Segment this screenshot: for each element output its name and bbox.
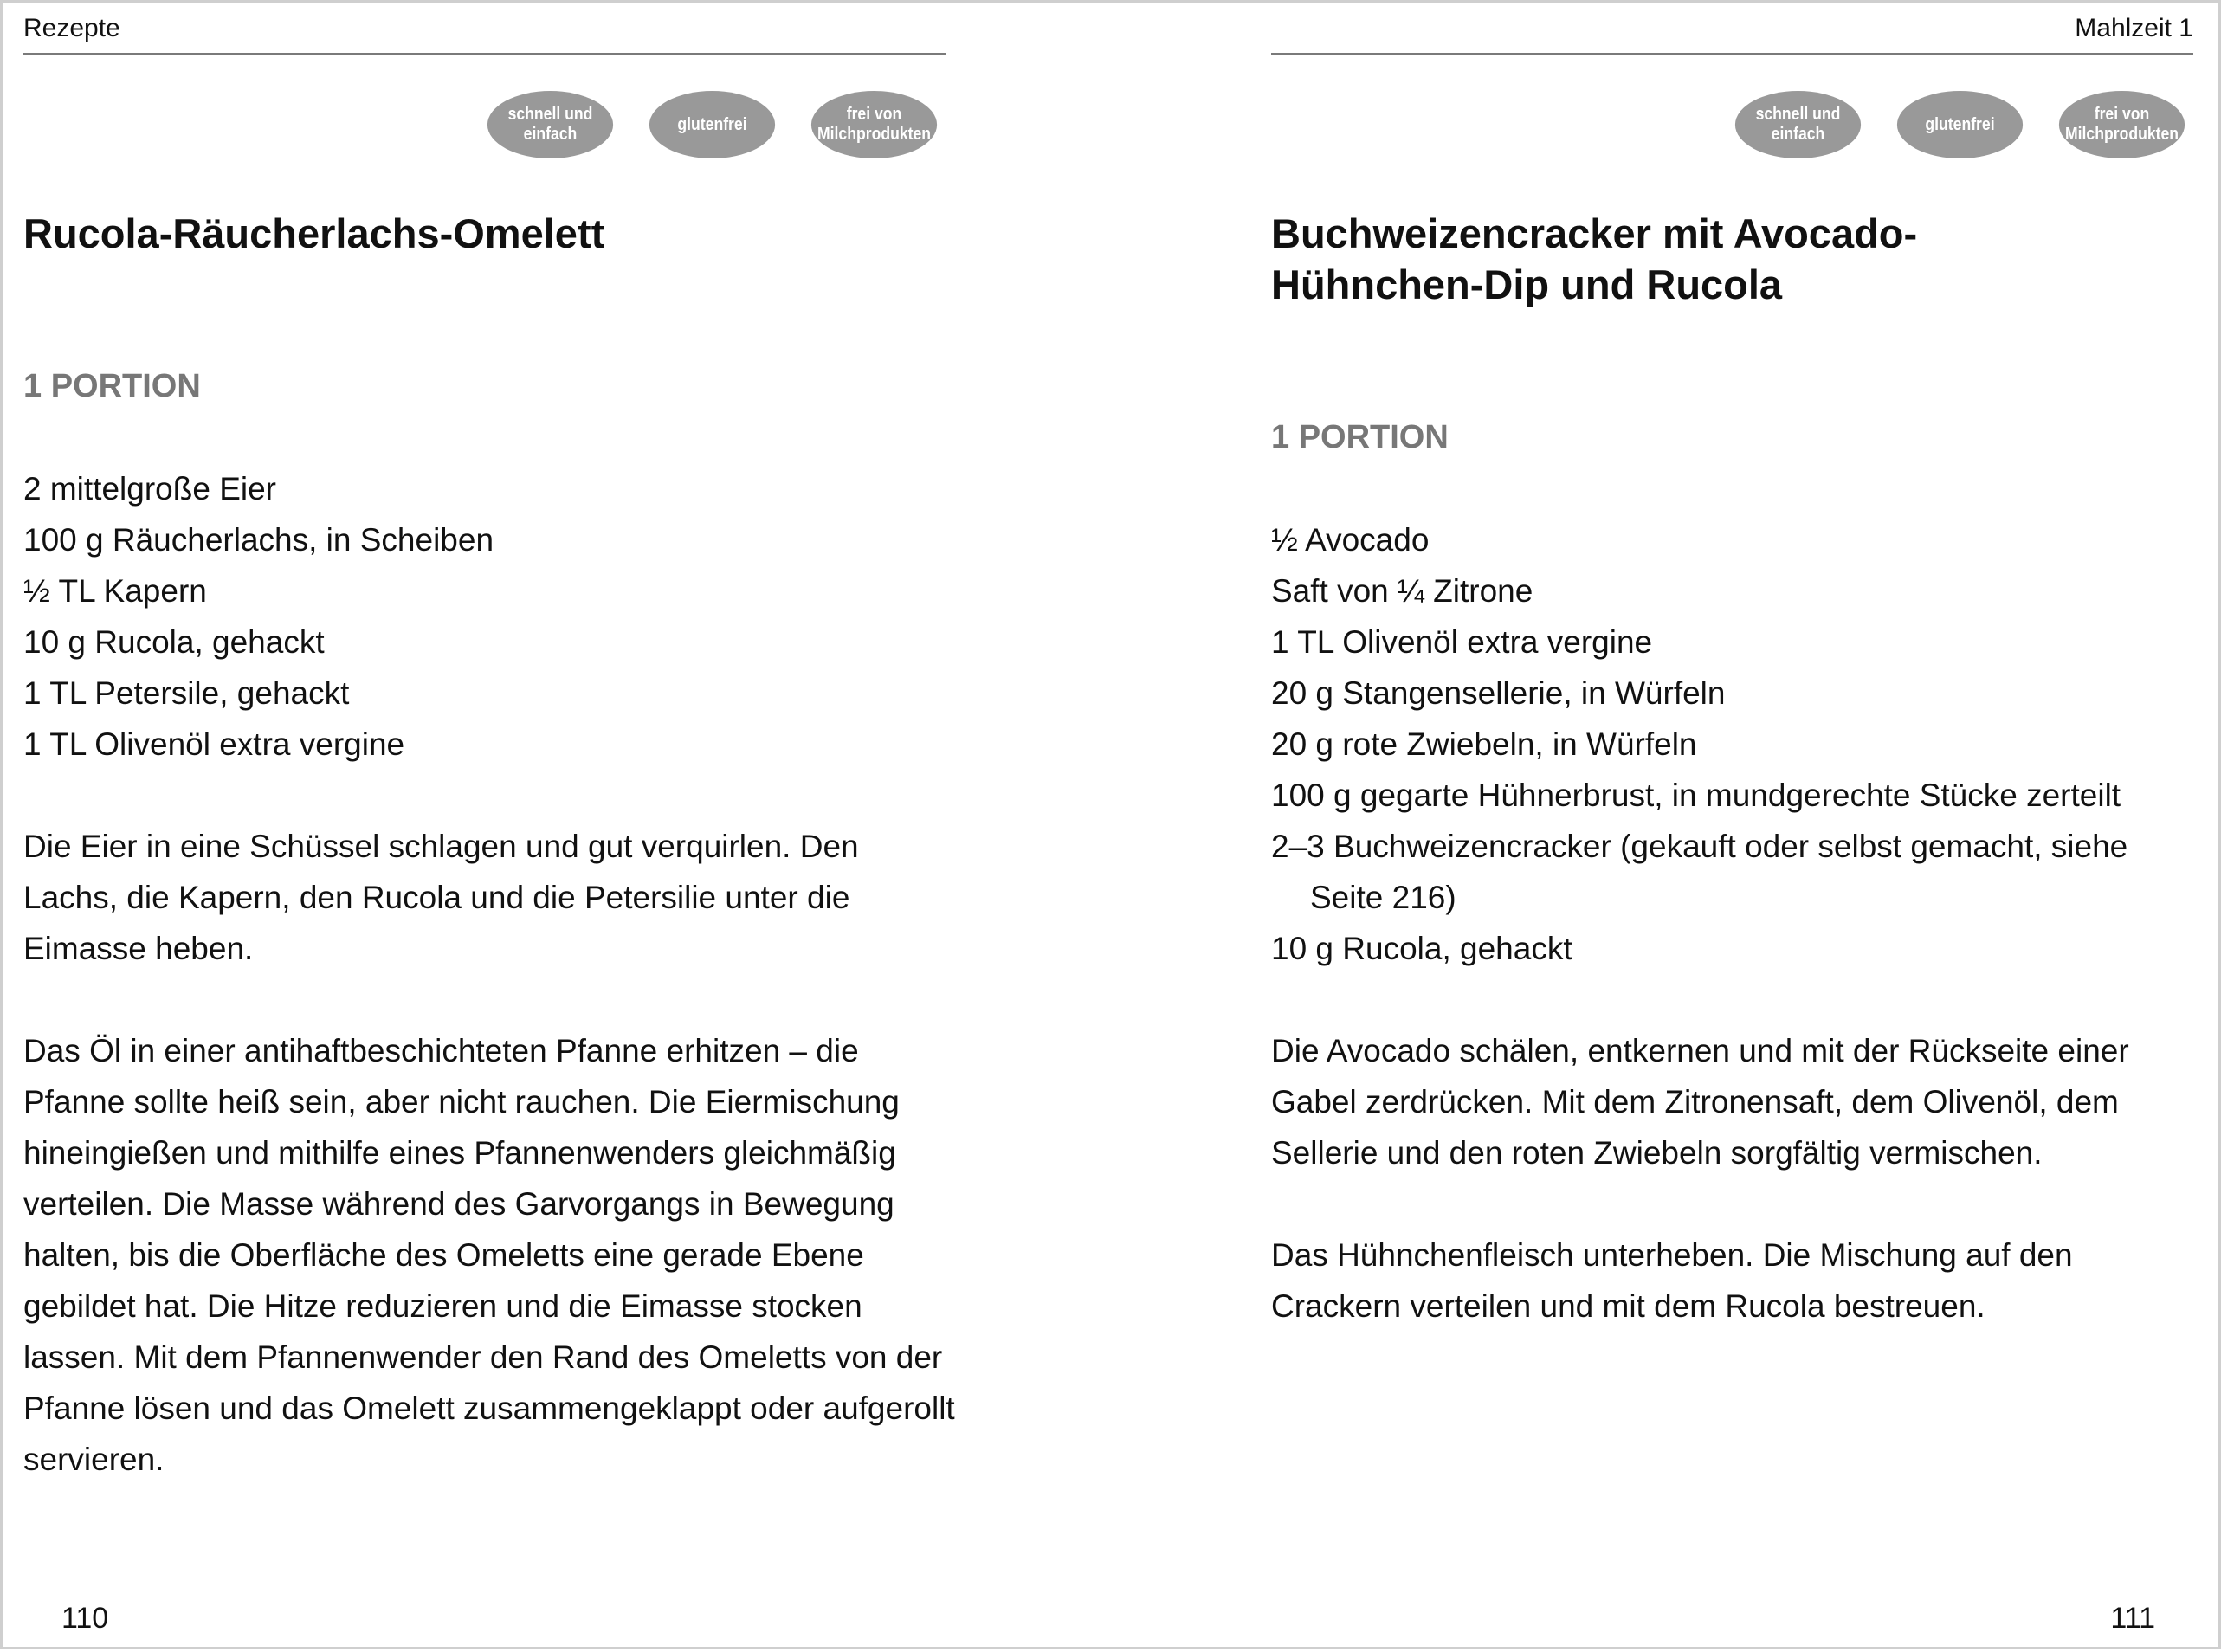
ingredient-item: 1 TL Olivenöl extra vergine bbox=[1271, 624, 1653, 660]
ingredient-item: 20 g Stangensellerie, in Würfeln bbox=[1271, 675, 1726, 711]
ingredient-item: 20 g rote Zwiebeln, in Würfeln bbox=[1271, 726, 1697, 762]
instruction-paragraph: Das Öl in einer antihaftbeschichteten Pfanne erhitzen – die Pfanne sollte heiß sein, aber nicht rauchen. Die Eiermischung hineingießen und mithilfe eines Pfannenwenders gleichmäßig verteilen. Die Masse während des Garvorgangs in Bewegung halten, bis die Oberfläche des Omeletts eine gerade Ebene gebildet hat. Die Hitze reduzieren und die Eimasse stocken lassen. Mit dem Pfannenwender den Rand des Omeletts von der Pfanne lösen und das Omelett zusammengeklappt oder aufgerollt servieren. bbox=[23, 1033, 955, 1477]
instruction-paragraph: Das Hühnchenfleisch unterheben. Die Mischung auf den Crackern verteilen und mit dem Rucola bestreuen. bbox=[1271, 1237, 2073, 1324]
tag-dairy-free: frei von Milchprodukten bbox=[811, 91, 937, 158]
right-page bbox=[1271, 3, 2193, 1652]
page-number: 110 bbox=[61, 1602, 109, 1635]
page-number: 111 bbox=[2110, 1602, 2155, 1635]
tag-dairy-free: frei von Milchprodukten bbox=[2059, 91, 2185, 158]
ingredient-item: 10 g Rucola, gehackt bbox=[23, 624, 325, 660]
recipe-title bbox=[1271, 208, 2206, 310]
tag-quick-easy: schnell und einfach bbox=[1735, 91, 1861, 158]
ingredient-list bbox=[1271, 514, 2206, 974]
portion-label: 1 PORTION bbox=[1271, 419, 1449, 455]
ingredient-item: Saft von ¼ Zitrone bbox=[1271, 573, 1533, 609]
ingredient-item: 2–3 Buchweizencracker (gekauft oder selbst gemacht, siehe Seite 216) bbox=[1271, 829, 2128, 915]
ingredient-item: 100 g Räucherlachs, in Scheiben bbox=[23, 522, 494, 558]
recipe-title-line: Hühnchen-Dip und Rucola bbox=[1271, 261, 1783, 307]
recipe-tags bbox=[479, 91, 946, 158]
tag-gluten-free: glutenfrei bbox=[649, 91, 775, 158]
ingredient-item: ½ TL Kapern bbox=[23, 573, 207, 609]
ingredient-item: ½ Avocado bbox=[1271, 522, 1430, 558]
ingredient-item: 10 g Rucola, gehackt bbox=[1271, 931, 1572, 966]
recipe-content bbox=[1271, 208, 2206, 1332]
tag-gluten-free: glutenfrei bbox=[1897, 91, 2023, 158]
ingredient-item: 2 mittelgroße Eier bbox=[23, 471, 276, 507]
left-page bbox=[23, 3, 955, 1652]
running-head: Mahlzeit 1 bbox=[1271, 11, 2193, 55]
recipe-title-line: Buchweizencracker mit Avocado- bbox=[1271, 210, 1918, 256]
instruction-paragraph: Die Avocado schälen, entkernen und mit der Rückseite einer Gabel zerdrücken. Mit dem Zitronensaft, dem Olivenöl, dem Sellerie und den roten Zwiebeln sorgfältig vermischen. bbox=[1271, 1033, 2129, 1171]
ingredient-item: 1 TL Petersile, gehackt bbox=[23, 675, 350, 711]
recipe-content bbox=[23, 208, 959, 1485]
ingredient-list bbox=[23, 463, 959, 770]
recipe-title: Rucola-Räucherlachs-Omelett bbox=[23, 210, 605, 256]
tag-quick-easy: schnell und einfach bbox=[487, 91, 613, 158]
instruction-paragraph: Die Eier in eine Schüssel schlagen und gut verquirlen. Den Lachs, die Kapern, den Rucola und die Petersilie unter die Eimasse heben. bbox=[23, 829, 859, 966]
recipe-tags bbox=[1727, 91, 2193, 158]
portion-label: 1 PORTION bbox=[23, 368, 201, 404]
running-head: Rezepte bbox=[23, 11, 946, 55]
ingredient-item: 1 TL Olivenöl extra vergine bbox=[23, 726, 405, 762]
ingredient-item: 100 g gegarte Hühnerbrust, in mundgerechte Stücke zerteilt bbox=[1271, 778, 2121, 813]
